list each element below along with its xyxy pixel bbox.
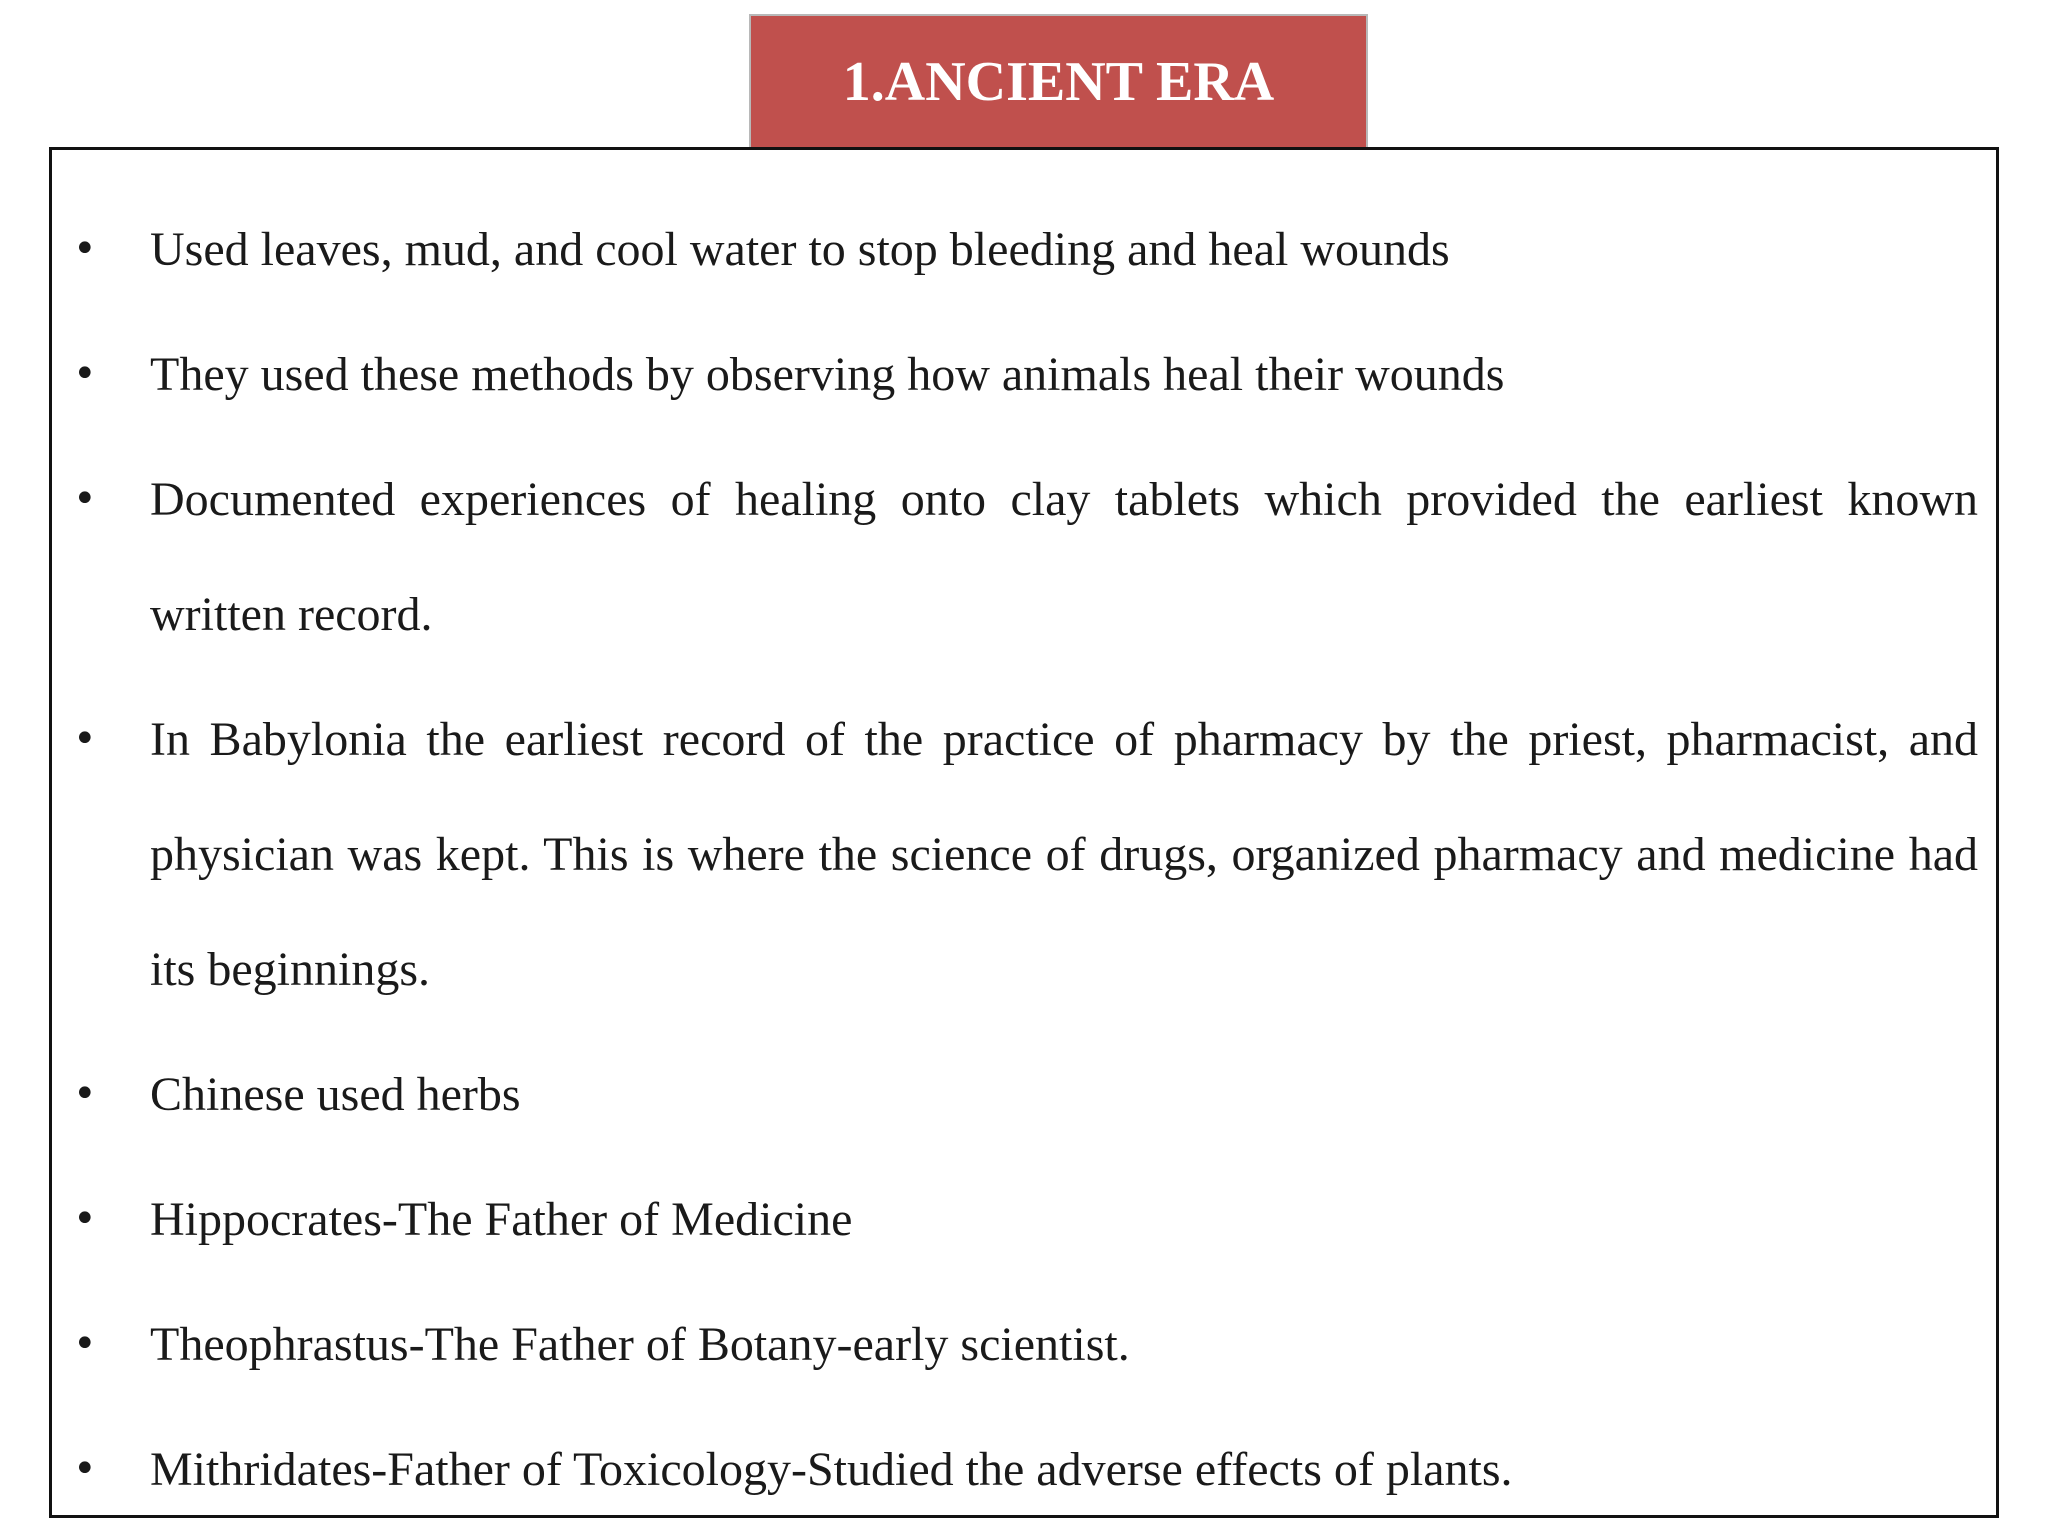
bullet-icon: • xyxy=(73,1321,97,1367)
list-item-text: Documented experiences of healing onto clay tablets which provided the earliest known written record. xyxy=(150,473,1978,641)
bullet-icon: • xyxy=(73,226,97,272)
section-title: 1.ANCIENT ERA xyxy=(842,51,1275,113)
list-item-text: Hippocrates-The Father of Medicine xyxy=(150,1193,853,1246)
list-item xyxy=(52,442,1996,672)
bullet-icon: • xyxy=(73,351,97,397)
bullet-list xyxy=(52,192,1996,1537)
list-item xyxy=(52,317,1996,432)
list-item-text: Mithridates-Father of Toxicology-Studied the adverse effects of plants. xyxy=(150,1443,1513,1496)
bullet-icon: • xyxy=(73,1446,97,1492)
list-item xyxy=(52,1037,1996,1152)
bullet-icon: • xyxy=(73,476,97,522)
list-item xyxy=(52,682,1996,1027)
content-panel xyxy=(49,147,1999,1518)
list-item-text: In Babylonia the earliest record of the practice of pharmacy by the priest, pharmacist, and physician was kept. This is where the science of drugs, organized pharmacy and medicine had its beginnings. xyxy=(150,713,1978,996)
list-item-text: Chinese used herbs xyxy=(150,1068,521,1121)
list-item-text: Used leaves, mud, and cool water to stop bleeding and heal wounds xyxy=(150,223,1450,276)
list-item xyxy=(52,1162,1996,1277)
list-item xyxy=(52,192,1996,307)
bullet-icon: • xyxy=(73,1071,97,1117)
list-item-text: Theophrastus-The Father of Botany-early scientist. xyxy=(150,1318,1130,1371)
bullet-icon: • xyxy=(73,1196,97,1242)
list-item xyxy=(52,1412,1996,1527)
section-title-banner xyxy=(749,14,1368,148)
bullet-icon: • xyxy=(73,716,97,762)
list-item-text: They used these methods by observing how animals heal their wounds xyxy=(150,348,1505,401)
list-item xyxy=(52,1287,1996,1402)
